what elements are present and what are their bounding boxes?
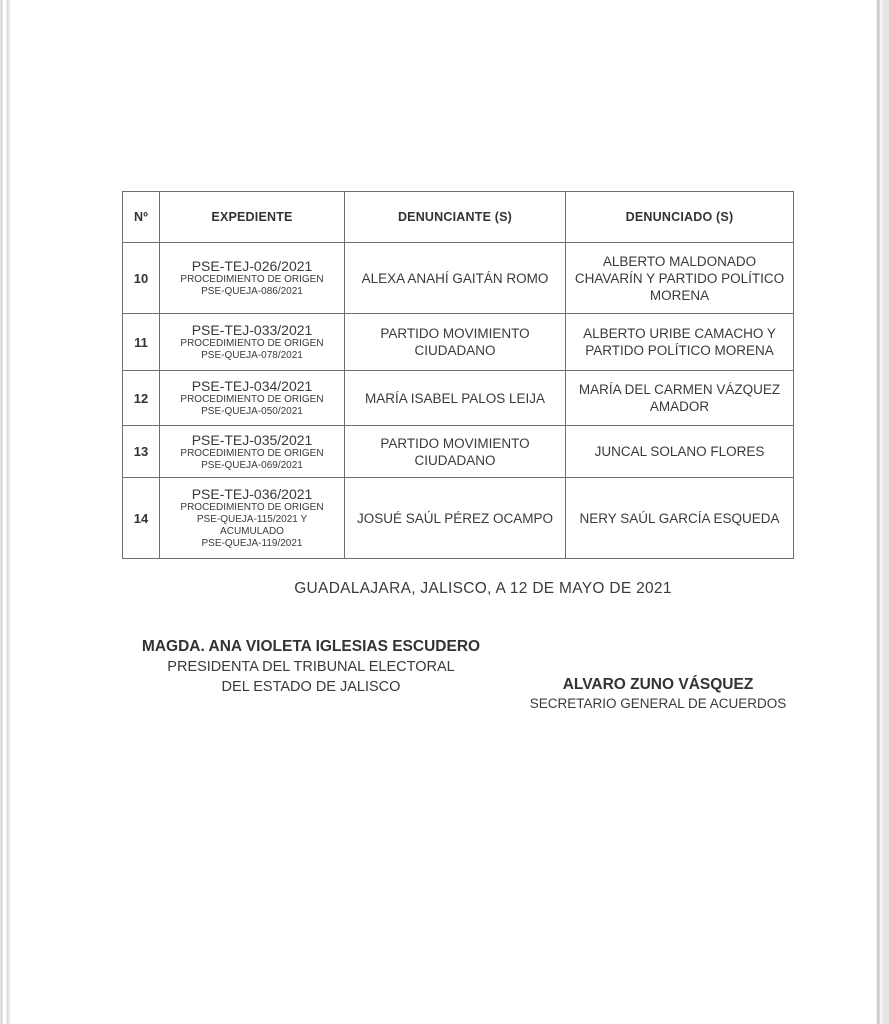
denunciante-cell: PARTIDO MOVIMIENTO CIUDADANO: [345, 426, 566, 478]
expediente-origin-number: PSE-QUEJA-086/2021: [201, 286, 303, 297]
expediente-cell: [160, 314, 345, 371]
expediente-number: PSE-TEJ-034/2021: [191, 378, 313, 394]
denunciante-cell: MARÍA ISABEL PALOS LEIJA: [345, 371, 566, 426]
denunciado-cell: ALBERTO URIBE CAMACHO Y PARTIDO POLÍTICO MORENA: [566, 314, 794, 371]
row-number: 12: [123, 371, 160, 426]
expediente-origin-number: PSE-QUEJA-050/2021: [201, 406, 303, 417]
denunciante-cell: JOSUÉ SAÚL PÉREZ OCAMPO: [345, 478, 566, 559]
expediente-origin-number: PSE-QUEJA-078/2021: [201, 350, 303, 361]
denunciado-cell: JUNCAL SOLANO FLORES: [566, 426, 794, 478]
expediente-cell: [160, 426, 345, 478]
expediente-number: PSE-TEJ-036/2021: [191, 486, 313, 502]
signature-block-secretario: [498, 675, 818, 713]
header-expediente: EXPEDIENTE: [160, 192, 345, 243]
expediente-origin-number: PSE-QUEJA-069/2021: [201, 459, 303, 471]
table-row: [123, 478, 794, 559]
signature-block-presidenta: [120, 637, 502, 697]
header-num: Nº: [123, 192, 160, 243]
denunciado-cell: MARÍA DEL CARMEN VÁZQUEZ AMADOR: [566, 371, 794, 426]
date-line: GUADALAJARA, JALISCO, A 12 DE MAYO DE 2021: [294, 580, 672, 597]
expediente-number: PSE-TEJ-035/2021: [191, 431, 313, 448]
denunciado-cell: ALBERTO MALDONADO CHAVARÍN Y PARTIDO POLÍTICO MORENA: [566, 243, 794, 314]
header-denunciante: DENUNCIANTE (S): [345, 192, 566, 243]
expediente-acumulado-label: ACUMULADO: [220, 526, 284, 537]
table-row: [123, 243, 794, 314]
denunciado-cell: NERY SAÚL GARCÍA ESQUEDA: [566, 478, 794, 559]
expediente-cell: [160, 371, 345, 426]
expediente-number: PSE-TEJ-026/2021: [191, 258, 313, 274]
expediente-cell: [160, 243, 345, 314]
expediente-origin-label: PROCEDIMIENTO DE ORIGEN: [180, 394, 324, 405]
header-denunciado: DENUNCIADO (S): [566, 192, 794, 243]
secretario-name: ALVARO ZUNO VÁSQUEZ: [562, 676, 754, 693]
presidenta-title-line1: PRESIDENTA DEL TRIBUNAL ELECTORAL: [167, 659, 455, 675]
denunciante-cell: PARTIDO MOVIMIENTO CIUDADANO: [345, 314, 566, 371]
row-number: 13: [123, 426, 160, 478]
row-number: 14: [123, 478, 160, 559]
expediente-queja-line: PSE-QUEJA-119/2021: [201, 538, 303, 549]
secretario-title: SECRETARIO GENERAL DE ACUERDOS: [529, 696, 787, 711]
expediente-origin-label: PROCEDIMIENTO DE ORIGEN: [180, 338, 324, 349]
page-right-edge: [875, 0, 889, 1024]
denunciante-cell: ALEXA ANAHÍ GAITÁN ROMO: [345, 243, 566, 314]
page-left-edge: [0, 0, 11, 1024]
expediente-cell: [160, 478, 345, 559]
table-header-row: [123, 192, 794, 243]
expediente-origin-label: PROCEDIMIENTO DE ORIGEN: [180, 502, 324, 513]
expediente-origin-label: PROCEDIMIENTO DE ORIGEN: [180, 274, 324, 285]
table-row: [123, 371, 794, 426]
expediente-queja-line: PSE-QUEJA-115/2021 Y: [196, 514, 308, 525]
cases-table: [122, 191, 794, 559]
expediente-number: PSE-TEJ-033/2021: [191, 322, 313, 338]
table-row: [123, 314, 794, 371]
row-number: 10: [123, 243, 160, 314]
table-row: [123, 426, 794, 478]
presidenta-name: MAGDA. ANA VIOLETA IGLESIAS ESCUDERO: [141, 638, 481, 655]
expediente-origin-label: PROCEDIMIENTO DE ORIGEN: [180, 447, 324, 459]
row-number: 11: [123, 314, 160, 371]
presidenta-title-line2: DEL ESTADO DE JALISCO: [221, 679, 401, 695]
